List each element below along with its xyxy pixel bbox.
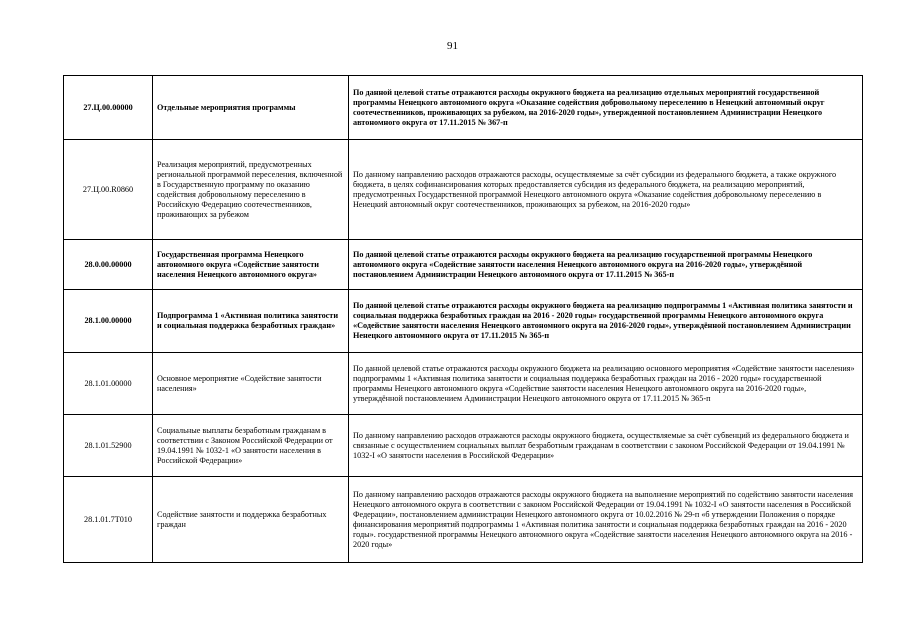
target-description: По данной целевой статье отражаются расходы окружного бюджета на реализацию основного мероприятия «Содействие занятости населения» подпрограммы 1 «Активная политика занятости и социальная поддержка безработных граждан на 2016 - 2020 годы» государственной программы Ненецкого автономного округа «Содействие занятости населения Ненецкого автономного округа на 2016-2020 годы», утверждённой постановлением Администрации Ненецкого автономного округа от 17.11.2015 № 365-п xyxy=(349,353,863,415)
target-description: По данному направлению расходов отражаются расходы окружного бюджета на выполнение мероприятий по содействию занятости населения Ненецкого автономного округа в соответствии с законом Российской Федерации от 19.04.1991 № 1032-I «О занятости населения в Российской Федерации», постановлением администрации Ненецкого автономного округа от 10.02.2016 № 29-п «б утверждении Положения о порядке финансирования мероприятий подпрограммы 1 «Активная политика занятости и социальная поддержка безработных граждан на 2016 - 2020 годы». государственной программы Ненецкого автономного округа «Содействие занятости населения Ненецкого автономного округа на 2016 - 2020 годы» xyxy=(349,477,863,563)
target-name: Реализация мероприятий, предусмотренных региональной программой переселения, включенной в Государственную программу по оказанию содействия добровольному переселению в Российскую Федерацию соотечественников, проживающих за рубежом xyxy=(153,140,349,240)
target-code: 28.0.00.00000 xyxy=(64,240,153,290)
target-code: 28.1.01.7Т010 xyxy=(64,477,153,563)
target-name: Подпрограмма 1 «Активная политика занятости и социальная поддержка безработных граждан» xyxy=(153,290,349,353)
table-row xyxy=(64,240,863,290)
target-description: По данной целевой статье отражаются расходы окружного бюджета на реализацию подпрограммы 1 «Активная политика занятости и социальная поддержка безработных граждан на 2016 - 2020 годы» государственной программы Ненецкого автономного округа «Содействие занятости населения Ненецкого автономного округа на 2016-2020 годы», утверждённой постановлением Администрации Ненецкого автономного округа от 17.11.2015 № 365-п xyxy=(349,290,863,353)
budget-classification-table xyxy=(63,75,863,563)
target-name: Основное мероприятие «Содействие занятости населения» xyxy=(153,353,349,415)
target-code: 27.Ц.00.R0860 xyxy=(64,140,153,240)
table-row xyxy=(64,415,863,477)
table-row xyxy=(64,290,863,353)
target-name: Отдельные мероприятия программы xyxy=(153,76,349,140)
target-code: 28.1.01.00000 xyxy=(64,353,153,415)
target-name: Содействие занятости и поддержка безработных граждан xyxy=(153,477,349,563)
target-description: По данной целевой статье отражаются расходы окружного бюджета на реализацию государственной программы Ненецкого автономного округа «Содействие занятости населения Ненецкого автономного округа на 2016-2020 годы», утверждённой постановлением Администрации Ненецкого автономного округа от 17.11.2015 № 365-п xyxy=(349,240,863,290)
target-code: 28.1.00.00000 xyxy=(64,290,153,353)
table-row xyxy=(64,477,863,563)
table-row xyxy=(64,140,863,240)
target-name: Социальные выплаты безработным гражданам в соответствии с Законом Российской Федерации от 19.04.1991 № 1032-1 «О занятости населения в Российской Федерации» xyxy=(153,415,349,477)
page-number: 91 xyxy=(447,40,458,52)
table-row xyxy=(64,76,863,140)
target-description: По данной целевой статье отражаются расходы окружного бюджета на реализацию отдельных мероприятий государственной программы Ненецкого автономного округа «Оказание содействия добровольному переселению в Ненецкий автономный округ соотечественников, проживающих за рубежом, на 2016-2020 годы», утвержденной постановлением Администрации Ненецкого автономного округа от 17.11.2015 № 367-п xyxy=(349,76,863,140)
target-code: 27.Ц.00.00000 xyxy=(64,76,153,140)
target-code: 28.1.01.52900 xyxy=(64,415,153,477)
target-name: Государственная программа Ненецкого автономного округа «Содействие занятости населения Ненецкого автономного округа» xyxy=(153,240,349,290)
table-row xyxy=(64,353,863,415)
target-description: По данному направлению расходов отражаются расходы, осуществляемые за счёт субсидии из федерального бюджета, а также окружного бюджета, в целях софинансирования которых предоставляется субсидия из федерального бюджета, на реализацию мероприятий, предусмотренных Государственной программой Ненецкого автономного округа «Оказание содействия добровольному переселению в Ненецкий автономный округ соотечественников, проживающих за рубежом, на 2016-2020 годы» xyxy=(349,140,863,240)
target-description: По данному направлению расходов отражаются расходы окружного бюджета, осуществляемые за счёт субвенций из федерального бюджета и связанные с осуществлением социальных выплат безработным гражданам в соответствии с законом Российской Федерации от 19.04.1991 № 1032-I «О занятости населения в Российской Федерации» xyxy=(349,415,863,477)
